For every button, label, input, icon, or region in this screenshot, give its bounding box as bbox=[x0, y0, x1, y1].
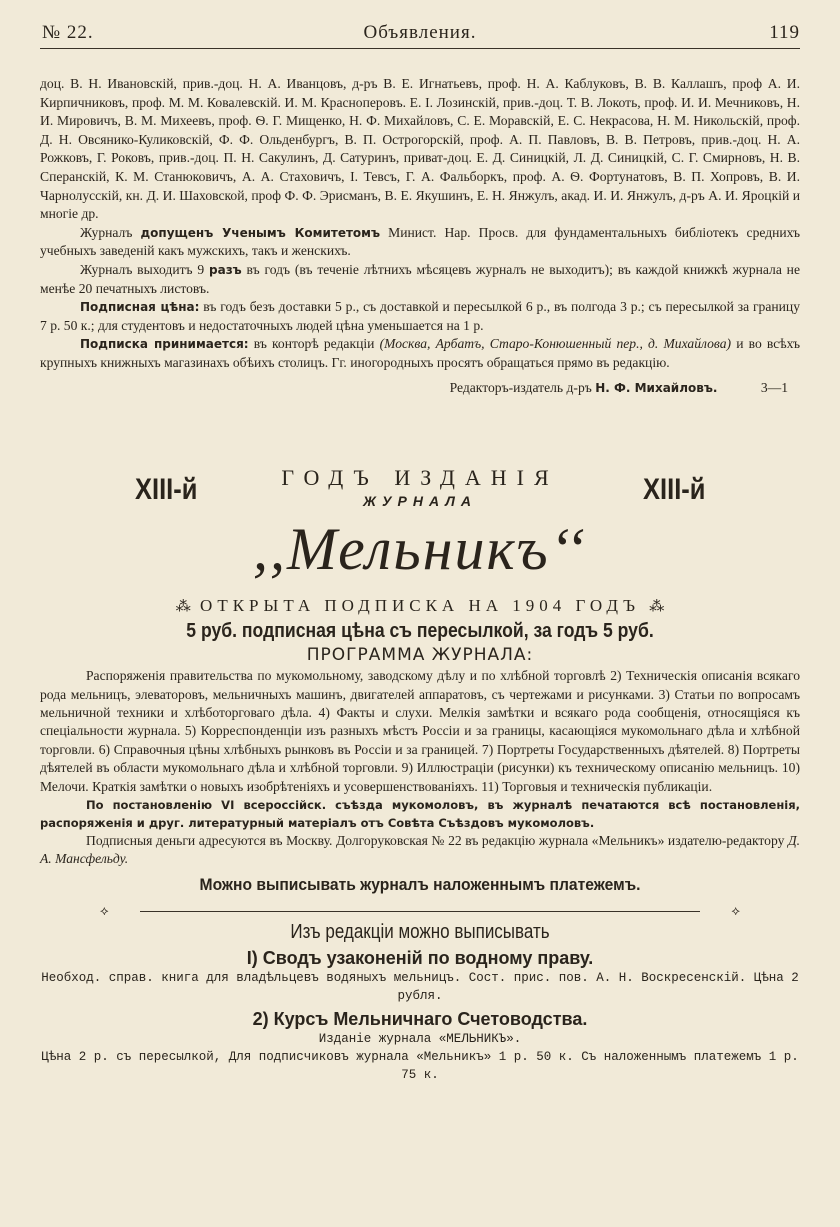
money-address bbox=[40, 832, 800, 869]
book1-description: Необход. справ. книга для владѣльцевъ водяныхъ мельницъ. Сост. прис. пов. А. Н. Воскресенскій. Цѣна 2 рубля. bbox=[41, 970, 799, 1003]
decree-note: По постановленію VI всероссійск. съѣзда мукомоловъ, въ журналѣ печатаются всѣ постановленія, распоряженія и друг. литературный матеріалъ отъ Совѣта Съѣздовъ мукомоловъ. bbox=[40, 797, 800, 830]
subscription-label: Подписка принимается: bbox=[80, 337, 249, 352]
price-label: Подписная цѣна: bbox=[80, 300, 200, 315]
divider-ornament-left-icon: ⟡ bbox=[100, 902, 109, 918]
ornamental-divider bbox=[100, 903, 740, 919]
book2-edition: Изданіе журнала «МЕЛЬНИКЪ». bbox=[318, 1031, 522, 1046]
book1-title: I) Сводъ узаконеній по водному праву. bbox=[246, 947, 594, 968]
admission-post: Минист. Нар. Просв. для фундаментальныхъ библіотекъ среднихъ учебныхъ заведеній какъ мужскихъ, такъ и женскихъ. bbox=[40, 224, 800, 259]
program-body bbox=[40, 667, 800, 869]
frequency-pre: Журналъ выходитъ 9 bbox=[80, 261, 205, 277]
journal-word: ЖУРНАЛА bbox=[363, 493, 477, 510]
journal-announcement bbox=[40, 75, 800, 397]
subscription-pre: въ конторѣ редакціи bbox=[253, 336, 375, 352]
divider-ornament-right-icon: ⟡ bbox=[731, 902, 740, 918]
program-title: ПРОГРАММА ЖУРНАЛА: bbox=[306, 645, 534, 666]
open-subscription-text: ОТКРЫТА ПОДПИСКА НА 1904 ГОДЪ bbox=[200, 596, 640, 616]
signature-name: Н. Ф. Михайловъ. bbox=[595, 380, 718, 395]
book2-title: 2) Курсъ Мельничнаго Счетоводства. bbox=[252, 1008, 588, 1029]
section-title: Объявления. bbox=[363, 22, 477, 43]
admission-paragraph bbox=[40, 224, 800, 261]
frequency-bold: разъ bbox=[209, 262, 242, 277]
signature-code: 3—1 bbox=[760, 379, 788, 395]
cash-on-delivery-note: Можно выписывать журналъ наложеннымъ платежемъ. bbox=[199, 874, 641, 894]
contributors-list: доц. В. Н. Ивановскій, прив.-доц. Н. А. Иванцовъ, д-ръ В. Е. Игнатьевъ, проф. Н. А. Каблуковъ, В. В. Каллашъ, проф А. И. Кирпичниковъ, проф. М. М. Ковалевскій. И. М. Красноперовъ. Е. І. Лозинскій, прив.-доц. Т. В. Локоть, проф. И. И. Мечниковъ, Н. И. Мировичъ, В. М. Михеевъ, проф. Ѳ. Г. Мищенко, Н. Ф. Михайловъ, С. Е. Моравскій, Е. С. Некрасова, Н. М. Никольскій, проф. Д. Н. Овсянико-Куликовскій, Ф. Ф. Ольденбургъ, В. П. Острогорскій, проф. А. П. Павловъ, В. В. Петровъ, прив.-доц. Н. А. Рожковъ, Г. Роковъ, прив.-доц. П. Н. Сакулинъ, Д. Сатуринъ, приват-доц. Е. Д. Синицкій, Л. Д. Синицкій, С. Г. Смирновъ, Н. В. Сперанскій, К. М. Станюковичъ, А. А. Стаховичъ, І. Тевсъ, Г. А. Фальборкъ, проф. А. Ѳ. Фортунатовъ, В. П. Хопровъ, В. И. Чарнолусскій, кн. Д. И. Шаховской, проф Ф. Ф. Эрисманъ, В. Е. Якушинъ, Е. Н. Янжулъ, акад. И. И. Янжулъ, д-ръ А. И. Яроцкій и многіе др. bbox=[40, 76, 800, 222]
page-number: 119 bbox=[769, 22, 800, 43]
subscription-post: и во всѣхъ крупныхъ книжныхъ магазинахъ обѣихъ столицъ. Гг. иногородныхъ просятъ обращаться прямо въ редакцію. bbox=[40, 336, 800, 370]
xiii-left: XIII-й bbox=[135, 473, 198, 507]
melnik-advertisement bbox=[40, 465, 800, 1084]
open-subscription bbox=[40, 596, 800, 616]
price-text: въ годъ безъ доставки 5 р., съ доставкой и пересылкой 6 р., въ полгода 3 р.; съ пересылкой за границу 7 р. 50 к.; для студентовъ и недостаточныхъ людей цѣна уменьшается на 1 р. bbox=[40, 299, 800, 333]
book2-price: Цѣна 2 р. съ пересылкой, Для подписчиковъ журнала «Мельникъ» 1 р. 50 к. Съ наложеннымъ платежемъ 1 р. 75 к. bbox=[41, 1049, 799, 1082]
masthead-title: ,,Мельникъ‘‘ bbox=[252, 516, 588, 583]
divider-line bbox=[140, 911, 700, 912]
frequency-post: въ годъ (въ теченіе лѣтнихъ мѣсяцевъ журналъ не выходитъ); въ каждой книжкѣ журнала не менѣе 20 печатныхъ листовъ. bbox=[40, 261, 800, 296]
ornament-right-icon: ⁂ bbox=[649, 599, 665, 616]
editor-signature bbox=[40, 379, 800, 398]
year-banner bbox=[40, 465, 800, 513]
frequency-paragraph bbox=[40, 261, 800, 298]
editor-name: Д. А. Мансфельду. bbox=[40, 832, 800, 867]
ornament-left-icon: ⁂ bbox=[175, 599, 191, 616]
admission-bold: допущенъ Ученымъ Комитетомъ bbox=[140, 225, 380, 240]
page-header bbox=[40, 0, 800, 49]
money-address-text: Подписныя деньги адресуются въ Москву. Долгоруковская № 22 въ редакцію журнала «Мельникъ» издателю-редактору bbox=[86, 832, 785, 848]
xiii-right: XIII-й bbox=[642, 473, 705, 507]
admission-pre: Журналъ bbox=[80, 224, 133, 240]
issue-number: № 22. bbox=[42, 22, 94, 43]
program-text: Распоряженія правительства по мукомольному, заводскому дѣлу и по хлѣбной торговлѣ 2) Техническія описанія всякаго рода мельницъ, элеваторовъ, мельничныхъ машинъ, двигателей аппаратовъ, съ чертежами и рисунками. 3) Статьи по вопросамъ мельничной техники и хлѣботорговаго дѣла. 4) Факты и слухи. Мелкія замѣтки и всякаго рода сообщенія, относящіяся къ спеціальности журнала. 5) Корреспонденціи изъ разныхъ мѣстъ Россіи и за границы, касающіяся мукомольнаго дѣла и хлѣбной торговли. 6) Справочныя цѣны хлѣбныхъ рынковъ въ Россіи и за границей. 7) Портреты Государственныхъ дѣятелей. 8) Портреты дѣятелей въ области мукомольнаго дѣла и хлѣбной торговли. 9) Иллюстраціи (рисунки) къ техническому описанію мельницъ. 10) Мелочи. Краткія замѣтки о новыхъ изобрѣтеніяхъ и усовершенствованіяхъ. 11) Торговыя и техническія публикаціи. bbox=[40, 668, 800, 794]
price-banner: 5 руб. подписная цѣна съ пересылкой, за годъ 5 руб. bbox=[186, 620, 654, 643]
price-paragraph bbox=[40, 298, 800, 335]
signature-pre: Редакторъ-издатель д-ръ bbox=[449, 379, 592, 395]
year-of-edition: ГОДЪ ИЗДАНІЯ bbox=[281, 465, 559, 491]
from-editorial-heading: Изъ редакціи можно выписывать bbox=[290, 920, 550, 943]
subscription-paragraph bbox=[40, 335, 800, 372]
subscription-address: (Москва, Арбатъ, Старо-Конюшенный пер., д. Михайлова) bbox=[379, 336, 732, 352]
